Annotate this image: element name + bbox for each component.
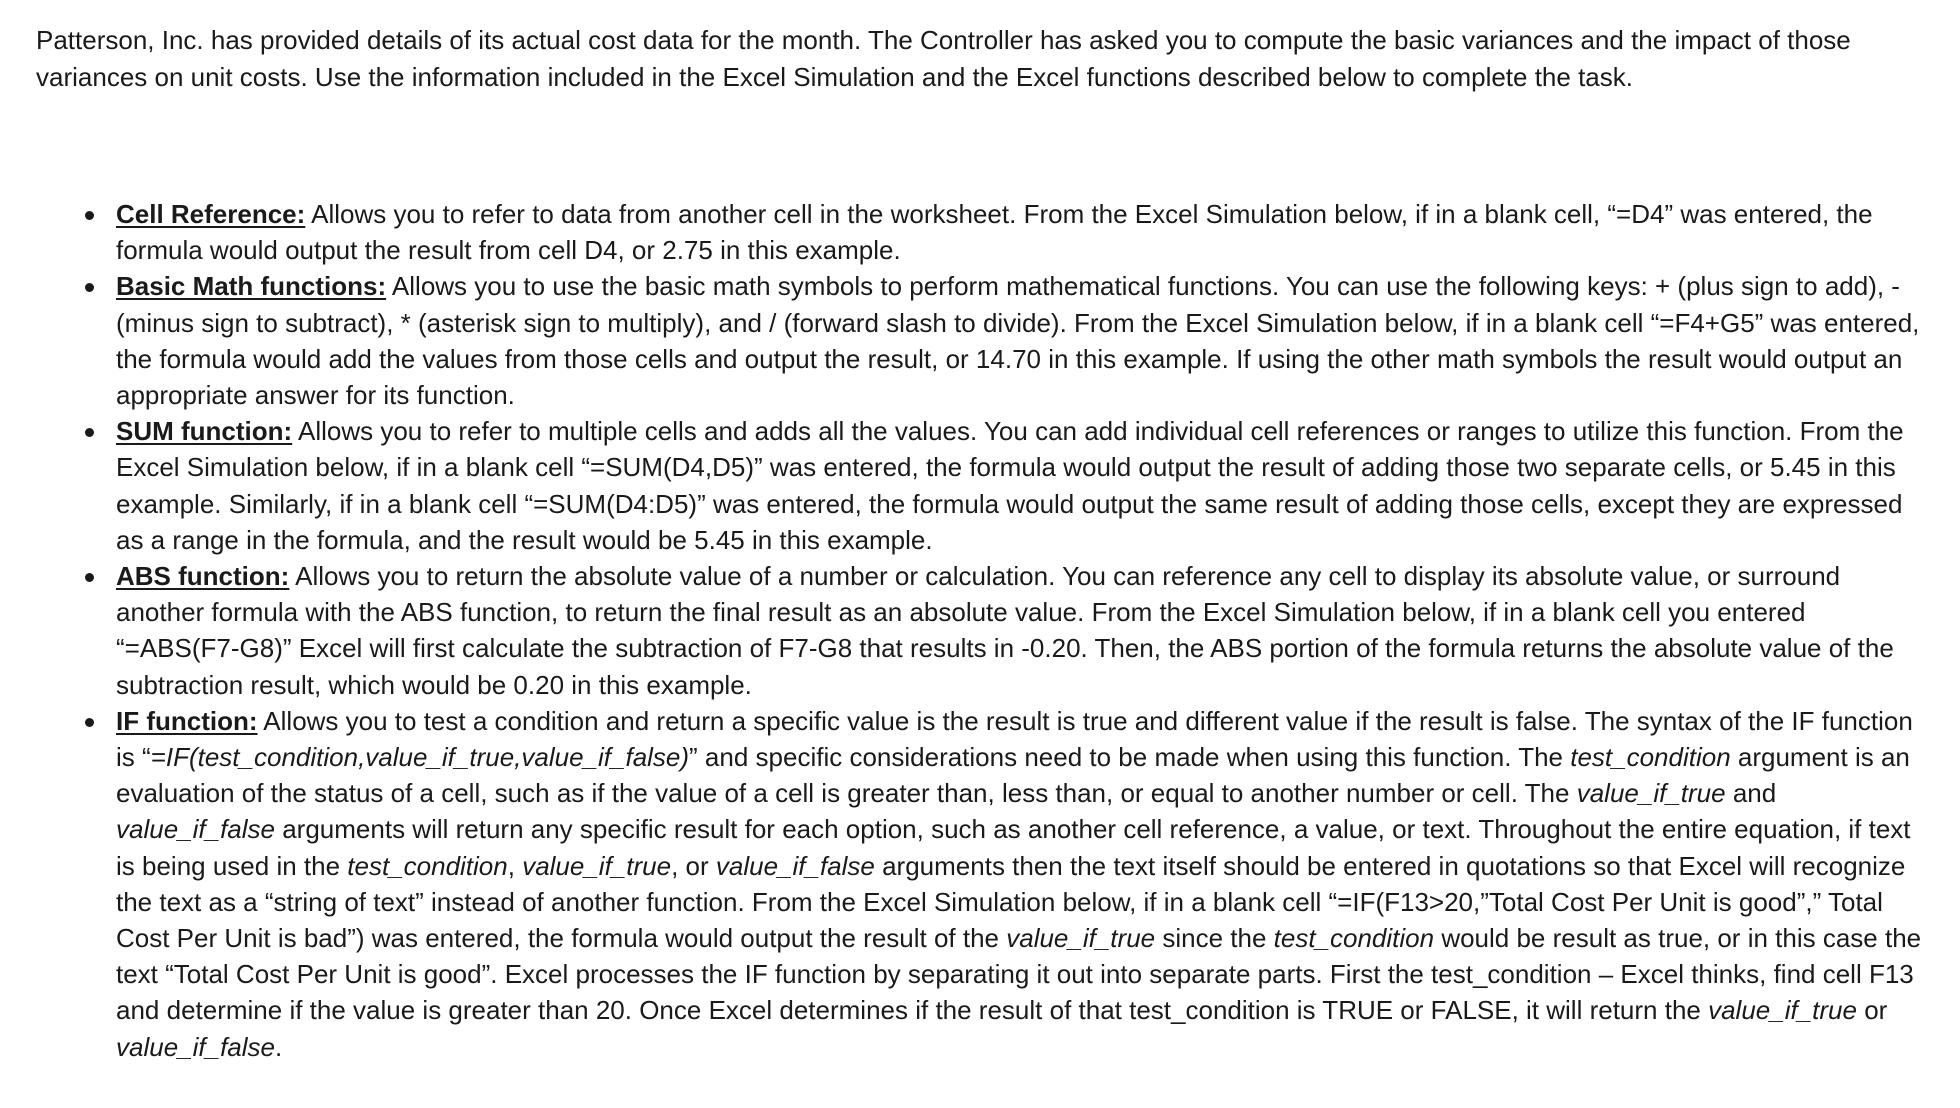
if-text-3: argument is an evaluation of the status of a cell, such as if the value of a cell is greater than, less than, or equal to another number or cell. The [116,742,1910,809]
if-text-11: or [1856,995,1888,1026]
list-item-abs-function [82,558,1932,703]
value-if-true-term: value_if_true [1576,778,1726,809]
test-condition-term: test_condition [1570,742,1731,773]
bullet-icon [85,428,94,437]
abs-function-description: Allows you to return the absolute value of a number or calculation. You can reference any cell to display its absolute value, or surround another formula with the ABS function, to return the final result as an absolute value. From the Excel Simulation below, if in a blank cell you entered “=ABS(F7-G8)” Excel will first calculate the subtraction of F7-G8 that results in -0.20. Then, the ABS portion of the formula returns the absolute value of the subtraction result, which would be 0.20 in this example. [116,561,1894,700]
list-item-basic-math [82,268,1932,413]
basic-math-description: Allows you to use the basic math symbols to perform mathematical functions. You can use the following keys: + (plus sign to add), - (minus sign to subtract), * (asterisk sign to multiply), and / (forward slash to divide). From the Excel Simulation below, if in a blank cell “=F4+G5” was entered, the formula would add the values from those cells and output the result, or 14.70 in this example. If using the other math symbols the result would output an appropriate answer for its function. [116,271,1920,411]
if-text-4: and [1725,778,1777,809]
if-text-5: arguments will return any specific result for each option, such as another cell reference, a value, or text. Throughout the entire equation, if text is being used in the [116,814,1911,881]
value-if-false-term: value_if_false [116,1031,275,1062]
list-item-cell-reference [82,196,1932,268]
if-text-9: since the [1155,923,1274,954]
list-item-sum-function [82,413,1932,558]
sum-function-description: Allows you to refer to multiple cells and adds all the values. You can add individual cell references or ranges to utilize this function. From the Excel Simulation below, if in a blank cell “=SUM(D4,D5)” was entered, the formula would output the result of adding those two separate cells, or 5.45 in this example. Similarly, if in a blank cell “=SUM(D4:D5)” was entered, the formula would output the same result of adding those cells, except they are expressed as a range in the formula, and the result would be 5.45 in this example. [116,416,1904,555]
bullet-icon [85,718,94,727]
if-text-6: , [507,850,523,881]
term-sum-function: SUM function: [116,416,293,447]
value-if-true-term: value_if_true [1006,923,1156,954]
term-abs-function: ABS function: [116,561,290,592]
value-if-true-term: value_if_true [522,850,672,881]
function-list [82,196,1932,1065]
if-text-10: would be result as true, or in this case the text “Total Cost Per Unit is good”. Excel processes the IF function by separating it out into separate parts. First the test_condition – Excel thinks, find cell F13 and determine if the value is greater than 20. Once Excel determines if the result of that test_condition is TRUE or FALSE, it will return the [116,923,1922,1026]
if-text-2: ” and specific considerations need to be made when using this function. The [689,742,1571,773]
test-condition-term: test_condition [1273,923,1435,954]
term-cell-reference: Cell Reference: [116,199,306,229]
if-syntax: =IF(test_condition,value_if_true,value_if_false) [150,742,690,773]
value-if-false-term: value_if_false [715,850,875,881]
value-if-false-term: value_if_false [116,814,275,845]
intro-paragraph: Patterson, Inc. has provided details of its actual cost data for the month. The Controller has asked you to compute the basic variances and the impact of those variances on unit costs. Use the information included in the Excel Simulation and the Excel functions described below to complete the task. [36,25,1851,92]
test-condition-term: test_condition [347,850,508,881]
term-basic-math: Basic Math functions: [116,271,387,302]
term-if-function: IF function: [116,705,258,736]
if-text-1: Allows you to test a condition and return a specific value is the result is true and different value if the result is false. The syntax of the IF function is “ [116,705,1913,773]
if-text-8: arguments then the text itself should be entered in quotations so that Excel will recognize the text as a “string of text” instead of another function. From the Excel Simulation below, if in a blank cell “=IF(F13>20,”Total Cost Per Unit is good”,” Total Cost Per Unit is bad”) was entered, the formula would output the result of the [116,850,1906,954]
cell-reference-description: Allows you to refer to data from another cell in the worksheet. From the Excel Simulation below, if in a blank cell, “=D4” was entered, the formula would output the result from cell D4, or 2.75 in this example. [116,199,1873,266]
bullet-icon [85,211,94,220]
list-item-if-function [82,703,1932,1065]
bullet-icon [85,573,94,582]
bullet-icon [85,283,94,292]
if-text-7: , or [671,850,716,881]
if-text-12: . [275,1031,283,1062]
value-if-true-term: value_if_true [1708,995,1857,1026]
